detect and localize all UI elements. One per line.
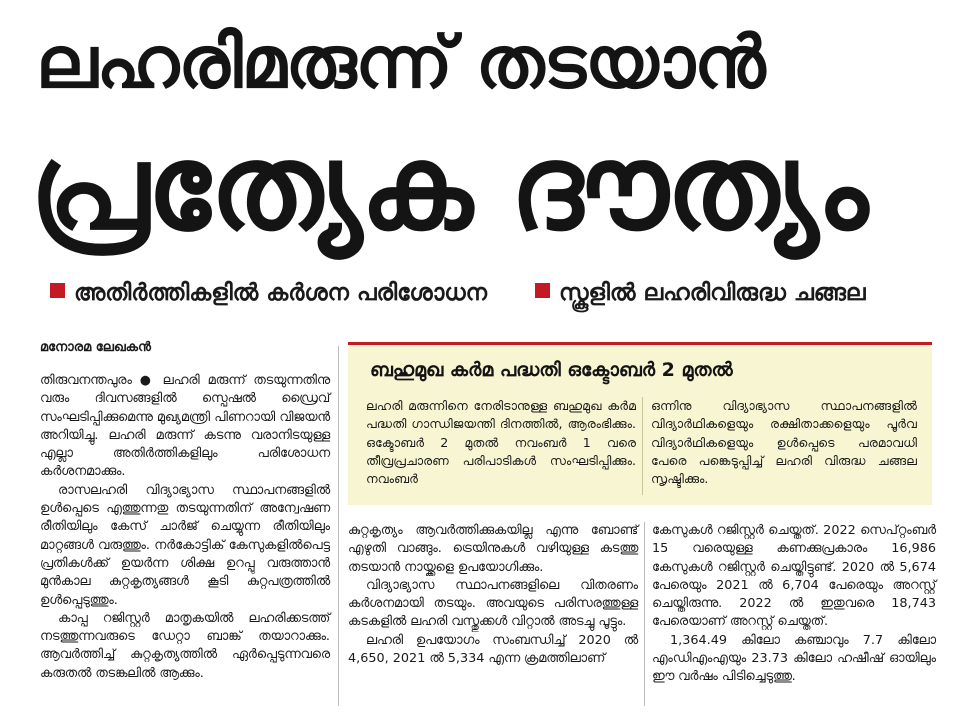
box-title: ബഹുമുഖ കർമ പദ്ധതി ഒക്ടോബർ 2 മുതൽ bbox=[370, 359, 733, 381]
paragraph: കേസുകൾ റജിസ്റ്റർ ചെയ്തത്. 2022 സെപ്റ്റംബർ 15 വരെയുള്ള കണക്കുപ്രകാരം 16,986 കേസുകൾ റജിസ്റ്റർ ചെയ്തിട്ടുണ്ട്. 2020 ൽ 5,674 പേരെയും 2021 ൽ 6,704 പേരെയും അറസ്റ്റ് ചെയ്തിരുന്നു. 2022 ൽ ഇതുവരെ 18,743 പേരെയാണ് അറസ്റ്റ് ചെയ്തത്. bbox=[652, 523, 936, 630]
headline-line1: ലഹരിമരുന്ന് തടയാൻ bbox=[36, 20, 765, 104]
paragraph: കാപ്പ റജിസ്റ്റർ മാതൃകയിൽ ലഹരിക്കടത്ത് നടത്തുന്നവരുടെ ഡേറ്റാ ബാങ്ക് തയാറാക്കും. ആവർത്തിച്ച് കുറ്റകൃത്യത്തിൽ ഏർപ്പെടുന്നവരെ കരുതൽ തടങ്കലിൽ ആക്കും. bbox=[40, 610, 330, 681]
column-divider bbox=[644, 522, 645, 706]
paragraph: ഒന്നിനു വിദ്യാഭ്യാസ സ്ഥാപനങ്ങളിൽ വിദ്യാർഥികളെയും രക്ഷിതാക്കളെയും പൂർവ വിദ്യാർഥികളെയും ഉൾപ്പെടെ പരമാവധി പേരെ പങ്കെടുപ്പിച്ച് ലഹരി വിരുദ്ധ ചങ്ങല സൃഷ്ടിക്കും. bbox=[651, 398, 917, 487]
red-square-bullet-icon bbox=[50, 283, 65, 298]
article-column-1 bbox=[40, 372, 330, 683]
paragraph: തിരുവനന്തപുരം ● ലഹരി മരുന്ന് തടയുന്നതിനു വരും ദിവസങ്ങളിൽ സ്പെഷൽ ഡ്രൈവ് സംഘടിപ്പിക്കുമെന്നു മുഖ്യമന്ത്രി പിണറായി വിജയൻ അറിയിച്ചു. ലഹരി മരുന്ന് കടന്നു വരാനിടയുള്ള എല്ലാ അതിർത്തികളിലും പരിശോധന കർശനമാക്കും. bbox=[40, 373, 330, 480]
highlight-box bbox=[348, 342, 932, 505]
kicker-border-checks bbox=[50, 280, 487, 306]
box-column-left bbox=[366, 397, 636, 488]
byline: മനോരമ ലേഖകൻ bbox=[40, 340, 151, 355]
paragraph: വിദ്യാഭ്യാസ സ്ഥാപനങ്ങളിലെ വിതരണം കർശനമായി തടയും. അവയുടെ പരിസരത്തുള്ള കടകളിൽ ലഹരി വസ്തുക്കൾ വിറ്റാൽ അടച്ചു പൂട്ടും. bbox=[348, 577, 638, 630]
paragraph: ലഹരി മരുന്നിനെ നേരിടാനുള്ള ബഹുമുഖ കർമ പദ്ധതി ഗാന്ധിജയന്തി ദിനത്തിൽ, ആരംഭിക്കും. ഒക്ടോബർ 2 മുതൽ നവംബർ 1 വരെ തീവ്രപ്രചാരണ പരിപാടികൾ സംഘടിപ്പിക്കും. നവംബർ bbox=[366, 398, 636, 487]
article-column-3 bbox=[652, 522, 936, 687]
article-column-2 bbox=[348, 522, 638, 668]
kicker-text: സ്കൂളിൽ ലഹരിവിരുദ്ധ ചങ്ങല bbox=[559, 280, 866, 306]
box-column-divider bbox=[642, 397, 643, 495]
box-column-right bbox=[651, 397, 917, 488]
headline-line2: പ്രത്യേക ദൗത്യം bbox=[30, 118, 866, 256]
paragraph: 1,364.49 കിലോ കഞ്ചാവും 7.7 കിലോ എംഡിഎംഎയും 23.73 കിലോ ഹഷീഷ് ഓയിലും ഈ വർഷം പിടിച്ചെടുത്തു. bbox=[652, 632, 936, 685]
kicker-text: അതിർത്തികളിൽ കർശന പരിശോധന bbox=[74, 280, 487, 306]
paragraph: രാസലഹരി വിദ്യാഭ്യാസ സ്ഥാപനങ്ങളിൽ ഉൾപ്പെടെ എത്തുന്നതു തടയുന്നതിന് അന്വേഷണ രീതിയിലും കേസ് ചാർജ് ചെയ്യുന്ന രീതിയിലും മാറ്റങ്ങൾ വരുത്തും. നർകോട്ടിക് കേസുകളിൽപെട്ട പ്രതികൾക്ക് ഉയർന്ന ശിക്ഷ ഉറപ്പു വരുത്താൻ മുൻകാല കുറ്റകൃത്യങ്ങൾ കൂടി കുറ്റപത്രത്തിൽ ഉൾപ്പെടുത്തും. bbox=[40, 482, 330, 608]
paragraph: ലഹരി ഉപയോഗം സംബന്ധിച്ച് 2020 ൽ 4,650, 2021 ൽ 5,334 എന്ന ക്രമത്തിലാണ് bbox=[348, 632, 638, 667]
red-square-bullet-icon bbox=[535, 283, 550, 298]
column-divider bbox=[338, 346, 339, 706]
kicker-school-chain bbox=[535, 280, 866, 306]
paragraph: കുറ്റകൃത്യം ആവർത്തിക്കുകയില്ല എന്നു ബോണ്ട് എഴുതി വാങ്ങും. ട്രെയിനുകൾ വഴിയുള്ള കടത്തു തടയാൻ നായ്ക്കളെ ഉപയോഗിക്കും. bbox=[348, 523, 638, 575]
